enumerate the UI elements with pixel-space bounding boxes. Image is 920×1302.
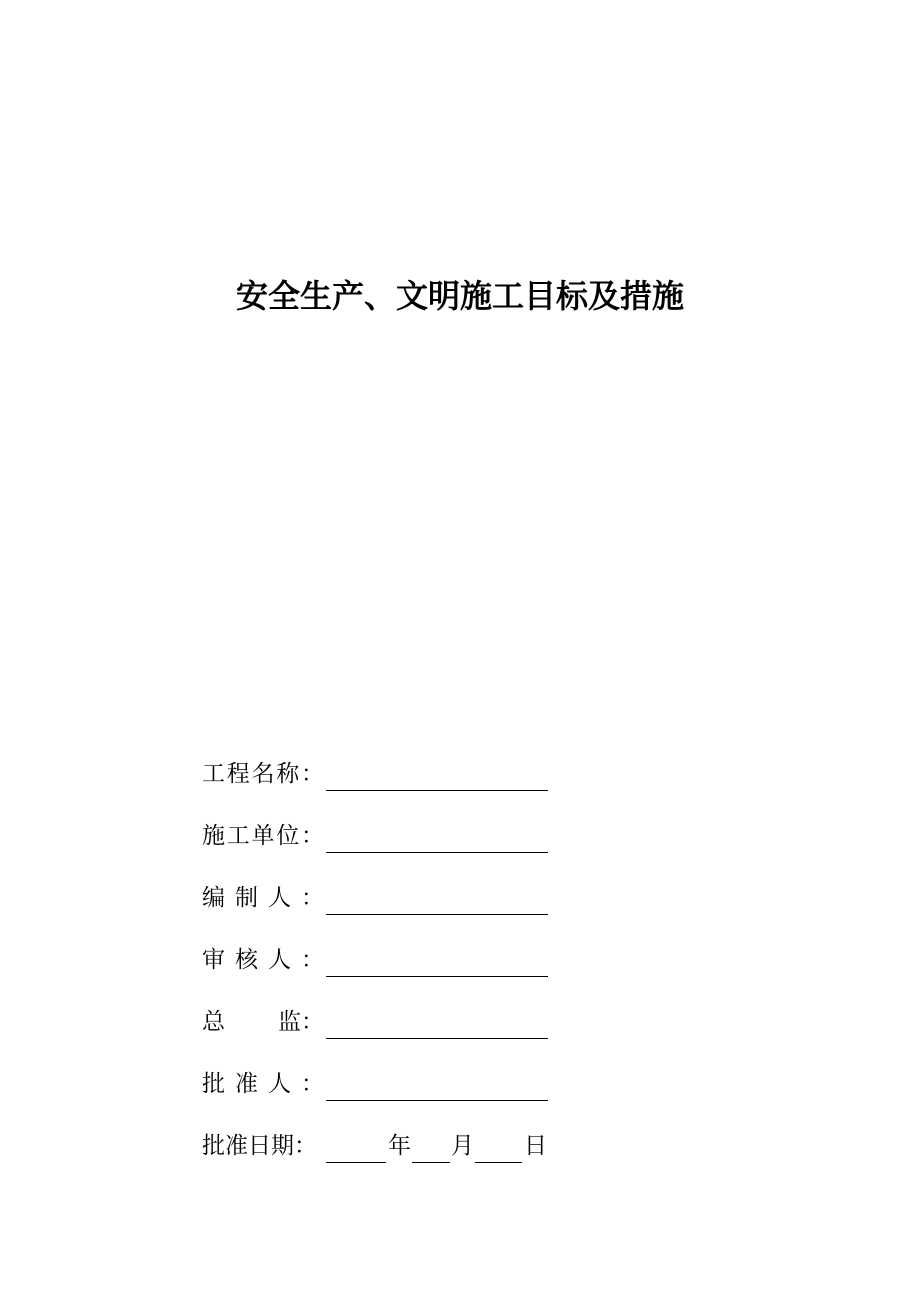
label-char: 审 <box>202 947 225 973</box>
month-fill-in-line[interactable] <box>412 1162 450 1163</box>
year-unit: 年 <box>388 1133 411 1159</box>
fill-in-line[interactable] <box>326 976 548 977</box>
field-label: 批准日期： <box>202 1133 317 1159</box>
day-fill-in-line[interactable] <box>475 1162 522 1163</box>
label-char: 监 <box>278 1009 301 1035</box>
label-char: 单 <box>251 823 275 849</box>
label-char: 名 <box>251 761 275 787</box>
label-char: ： <box>301 1009 324 1035</box>
label-char: 位 <box>276 823 300 849</box>
fill-in-line[interactable] <box>326 1038 548 1039</box>
label-char: 人 <box>268 947 291 973</box>
field-construction-unit <box>202 818 562 880</box>
label-char: ： <box>301 1071 324 1097</box>
label-char: 编 <box>202 885 225 911</box>
field-label <box>202 942 324 978</box>
label-char: ： <box>301 885 324 911</box>
fill-in-line[interactable] <box>326 852 548 853</box>
field-approver <box>202 1066 562 1128</box>
label-char: ： <box>301 947 324 973</box>
signature-fields <box>202 756 562 1168</box>
field-compiler <box>202 880 562 942</box>
field-chief-supervisor <box>202 1004 562 1066</box>
fill-in-line[interactable] <box>326 1100 548 1101</box>
document-title: 安全生产、文明施工目标及措施 <box>235 277 684 315</box>
label-char: 工 <box>226 823 250 849</box>
field-label <box>202 1004 324 1040</box>
month-unit: 月 <box>451 1133 474 1159</box>
label-char: 批 <box>202 1071 225 1097</box>
fill-in-line[interactable] <box>326 914 548 915</box>
year-fill-in-line[interactable] <box>326 1162 386 1163</box>
label-char: ： <box>301 761 324 787</box>
field-label <box>202 818 324 854</box>
label-char: 工 <box>202 761 225 787</box>
fill-in-line[interactable] <box>326 790 548 791</box>
field-project-name <box>202 756 562 818</box>
label-char: 施 <box>202 823 225 849</box>
label-char: 人 <box>268 885 291 911</box>
field-label <box>202 880 324 916</box>
field-label <box>202 1066 324 1102</box>
field-approval-date <box>202 1128 562 1168</box>
day-unit: 日 <box>524 1133 547 1159</box>
label-char: 称 <box>276 761 300 787</box>
field-label <box>202 756 324 792</box>
label-char: 总 <box>202 1009 225 1035</box>
field-reviewer <box>202 942 562 1004</box>
label-char: 程 <box>226 761 250 787</box>
label-char: 准 <box>235 1071 258 1097</box>
label-char: ： <box>301 823 324 849</box>
label-char: 人 <box>268 1071 291 1097</box>
label-char: 制 <box>235 885 258 911</box>
label-char: 核 <box>235 947 258 973</box>
